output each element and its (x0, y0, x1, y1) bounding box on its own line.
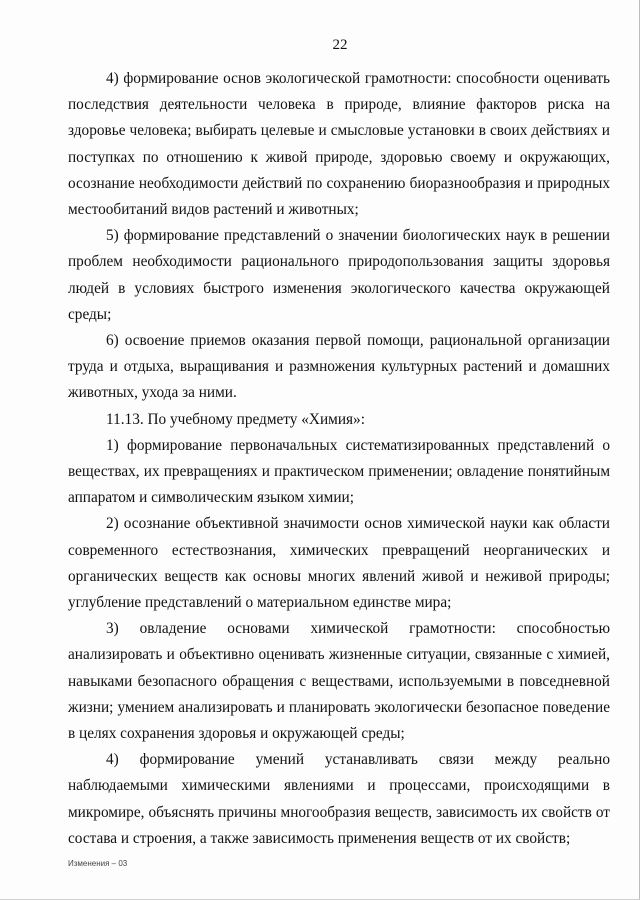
paragraph-chemistry-3: 3) овладение основами химической грамотности: способностью анализировать и объективно оценивать жизненные ситуации, связанные с химией, навыками безопасного обращения с веществами, используемыми в повседневной жизни; умением анализировать и планировать экологически безопасное поведение в целях сохранения здоровья и окружающей среды; (68, 620, 610, 743)
document-body (68, 66, 610, 852)
paragraph-chemistry-2: 2) осознание объективной значимости основ химической науки как области современного естествознания, химических превращений неорганических и органических веществ как основы многих явлений живой и неживой природы; углубление представлений о материальном единстве мира; (68, 515, 610, 612)
paragraph-chemistry-4: 4) формирование умений устанавливать связи между реально наблюдаемыми химическими явлениями и процессами, происходящими в микромире, объяснять причины многообразия веществ, зависимость их свойств от состава и строения, а также зависимость применения веществ от их свойств; (68, 751, 610, 847)
paragraph-chemistry-1: 1) формирование первоначальных систематизированных представлений о веществах, их превращениях и практическом применении; овладение понятийным аппаратом и символическим языком химии; (68, 436, 610, 507)
paragraph-ecology-literacy: 4) формирование основ экологической грамотности: способности оценивать последствия деятельности человека в природе, влияние факторов риска на здоровье человека; выбирать целевые и смысловые установки в своих действиях и поступках по отношению к живой природе, здоровью своему и окружающих, осознание необходимости действий по сохранению биоразнообразия и природных местообитаний видов растений и животных; (68, 70, 610, 219)
paragraph-biology-sciences: 5) формирование представлений о значении биологических наук в решении проблем необходимости рационального природопользования защиты здоровья людей в условиях быстрого изменения экологического качества окружающей среды; (68, 227, 610, 323)
footer-revision-note: Изменения – 03 (68, 859, 128, 868)
page-number: 22 (332, 37, 348, 53)
paragraph-first-aid: 6) освоение приемов оказания первой помощи, рациональной организации труда и отдыха, выращивания и размножения культурных растений и домашних животных, ухода за ними. (68, 332, 610, 402)
section-heading-chemistry: 11.13. По учебному предмету «Химия»: (106, 410, 365, 428)
